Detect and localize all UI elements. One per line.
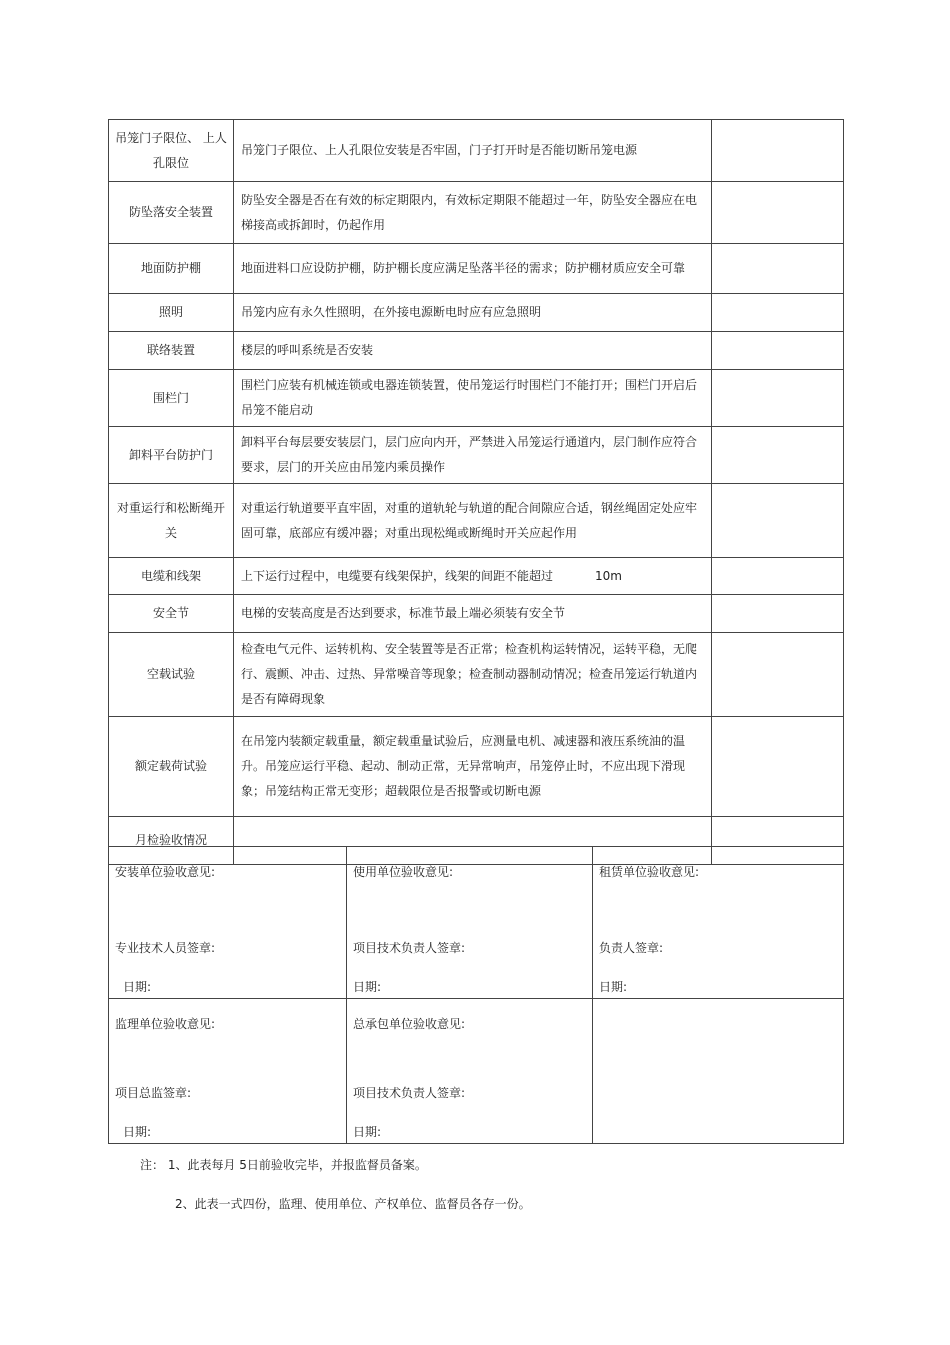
- empty-signoff-cell: [593, 999, 844, 1144]
- installation-opinion-label: 安装单位验收意见:: [115, 865, 216, 879]
- inspection-table: [108, 119, 844, 865]
- result-cell[interactable]: [712, 294, 844, 332]
- leasing-signoff-cell[interactable]: [593, 847, 844, 999]
- result-cell[interactable]: [712, 484, 844, 558]
- supervision-opinion-label: 监理单位验收意见:: [115, 1017, 216, 1031]
- supervision-date-label: 日期:: [123, 1125, 152, 1139]
- requirement-text: 防坠安全器是否在有效的标定期限内，有效标定期限不能超过一年，防坠安全器应在电梯接高或拆卸时，仍起作用: [234, 182, 712, 244]
- table-row: [109, 633, 844, 717]
- item-label: 额定载荷试验: [109, 717, 234, 817]
- leasing-date-label: 日期:: [599, 980, 628, 994]
- requirement-text: 楼层的呼叫系统是否安装: [234, 332, 712, 370]
- item-label: 电缆和线架: [109, 558, 234, 595]
- item-label: 月检验收情况: [109, 817, 234, 865]
- requirement-text: 吊笼门子限位、上人孔限位安装是否牢固，门子打开时是否能切断吊笼电源: [234, 120, 712, 182]
- requirement-text: [234, 558, 712, 595]
- table-row: [109, 294, 844, 332]
- item-label: 卸料平台防护门: [109, 427, 234, 484]
- user-sign-label: 项目技术负责人签章:: [353, 941, 466, 955]
- footnote-2: 2、此表一式四份，监理、使用单位、产权单位、监督员各存一份。: [175, 1197, 531, 1211]
- result-cell[interactable]: [712, 244, 844, 294]
- user-opinion-label: 使用单位验收意见:: [353, 865, 454, 879]
- general-contractor-date-label: 日期:: [353, 1125, 382, 1139]
- item-label: 安全节: [109, 595, 234, 633]
- installation-date-label: 日期:: [123, 980, 152, 994]
- result-cell[interactable]: [712, 633, 844, 717]
- result-cell[interactable]: [712, 717, 844, 817]
- table-row: [109, 595, 844, 633]
- requirement-text: 卸料平台每层要安装层门，层门应向内开，严禁进入吊笼运行通道内，层门制作应符合要求，层门的开关应由吊笼内乘员操作: [234, 427, 712, 484]
- general-contractor-sign-label: 项目技术负责人签章:: [353, 1086, 466, 1100]
- requirement-text: 地面进料口应设防护棚，防护棚长度应满足坠落半径的需求；防护棚材质应安全可靠: [234, 244, 712, 294]
- supervision-sign-label: 项目总监签章:: [115, 1086, 192, 1100]
- result-cell[interactable]: [712, 427, 844, 484]
- installation-signoff-cell[interactable]: [109, 847, 347, 999]
- table-row: [109, 558, 844, 595]
- table-row: [109, 484, 844, 558]
- signoff-row: [109, 847, 844, 999]
- leasing-opinion-label: 租赁单位验收意见:: [599, 865, 700, 879]
- item-label: 地面防护棚: [109, 244, 234, 294]
- requirement-text: 检查电气元件、运转机构、安全装置等是否正常；检查机构运转情况，运转平稳，无爬行、震颤、冲击、过热、异常噪音等现象；检查制动器制动情况；检查吊笼运行轨道内是否有障碍现象: [234, 633, 712, 717]
- item-label: 对重运行和松断绳开关: [109, 484, 234, 558]
- item-label: 防坠落安全装置: [109, 182, 234, 244]
- result-cell[interactable]: [712, 370, 844, 427]
- general-contractor-opinion-label: 总承包单位验收意见:: [353, 1017, 466, 1031]
- footnote-1: 注： 1、此表每月 5日前验收完毕，并报监督员备案。: [140, 1158, 427, 1172]
- requirement-text: 在吊笼内装额定载重量，额定载重量试验后，应测量电机、减速器和液压系统油的温升。吊笼应运行平稳、起动、制动正常，无异常响声，吊笼停止时，不应出现下滑现象；吊笼结构正常无变形；超载限位是否报警或切断电源: [234, 717, 712, 817]
- result-cell[interactable]: [712, 595, 844, 633]
- result-cell[interactable]: [712, 120, 844, 182]
- requirement-text: 吊笼内应有永久性照明，在外接电源断电时应有应急照明: [234, 294, 712, 332]
- item-label: 联络装置: [109, 332, 234, 370]
- requirement-value: 10m: [595, 568, 622, 583]
- result-cell[interactable]: [712, 182, 844, 244]
- table-row: [109, 120, 844, 182]
- result-cell[interactable]: [712, 558, 844, 595]
- table-row: [109, 332, 844, 370]
- item-label: 照明: [109, 294, 234, 332]
- requirement-text: 电梯的安装高度是否达到要求，标准节最上端必须装有安全节: [234, 595, 712, 633]
- result-cell[interactable]: [712, 332, 844, 370]
- table-row: [109, 427, 844, 484]
- installation-sign-label: 专业技术人员签章:: [115, 941, 216, 955]
- requirement-text: 围栏门应装有机械连锁或电器连锁装置，使吊笼运行时围栏门不能打开；围栏门开启后吊笼不能启动: [234, 370, 712, 427]
- leasing-sign-label: 负责人签章:: [599, 941, 664, 955]
- requirement-text: 对重运行轨道要平直牢固，对重的道轨轮与轨道的配合间隙应合适，钢丝绳固定处应牢固可靠，底部应有缓冲器；对重出现松绳或断绳时开关应起作用: [234, 484, 712, 558]
- table-row: [109, 717, 844, 817]
- table-row: [109, 182, 844, 244]
- supervision-signoff-cell[interactable]: [109, 999, 347, 1144]
- item-label: 围栏门: [109, 370, 234, 427]
- table-row: [109, 244, 844, 294]
- item-label: 吊笼门子限位、 上人孔限位: [109, 120, 234, 182]
- user-signoff-cell[interactable]: [347, 847, 593, 999]
- signoff-row: [109, 999, 844, 1144]
- signoff-table: [108, 846, 844, 1144]
- requirement-main: 上下运行过程中，电缆要有线架保护，线架的间距不能超过: [241, 568, 554, 583]
- general-contractor-signoff-cell[interactable]: [347, 999, 593, 1144]
- item-label: 空载试验: [109, 633, 234, 717]
- user-date-label: 日期:: [353, 980, 382, 994]
- table-row: [109, 370, 844, 427]
